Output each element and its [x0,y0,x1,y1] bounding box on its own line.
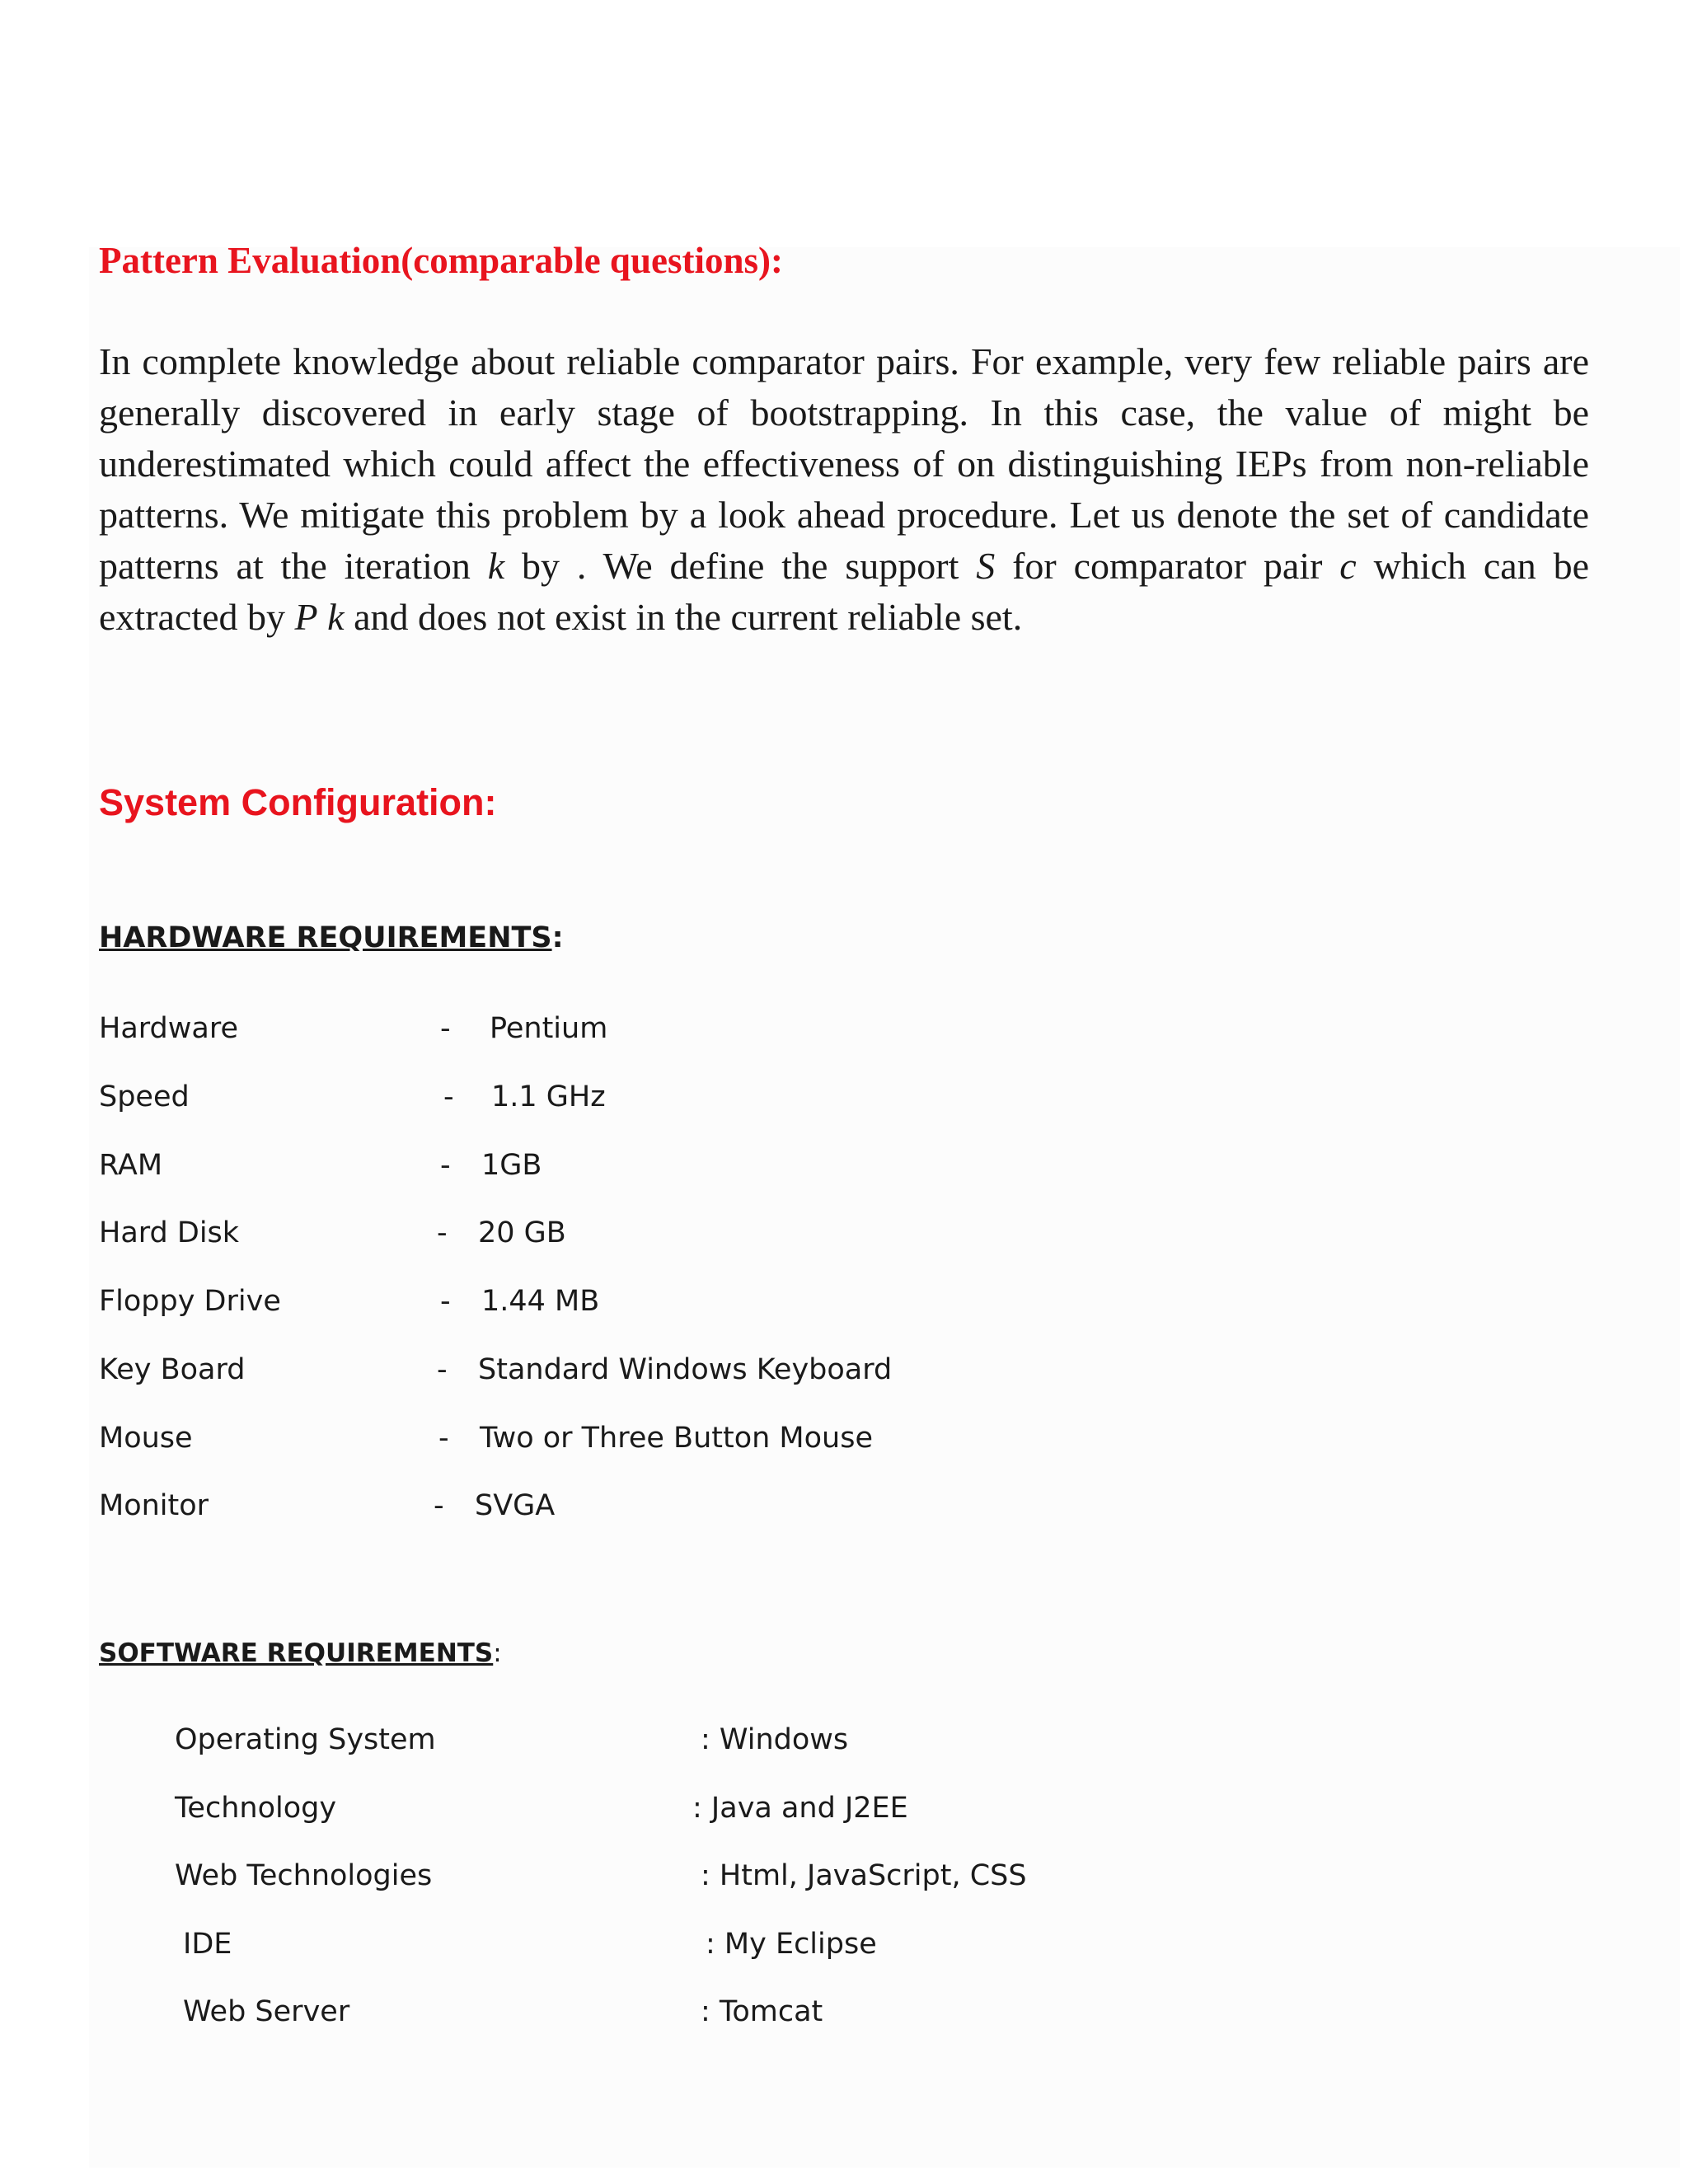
ram-dash: - [440,1149,451,1182]
math-p: P [294,596,318,638]
speed-dash: - [443,1080,454,1113]
math-c: c [1339,545,1357,587]
math-k2: k [327,596,345,638]
web-server-value: : Tomcat [701,1995,823,2028]
hw-label: Hardware [99,1012,238,1045]
technology-label: Technology [175,1792,337,1825]
para-text-5: and does not exist in the current reliable set. [344,596,1023,638]
pattern-evaluation-title: Pattern Evaluation(comparable questions): [99,240,783,281]
keyboard-value: Standard Windows Keyboard [478,1353,893,1386]
pattern-evaluation-paragraph [99,336,1589,643]
floppy-drive-label: Floppy Drive [99,1285,281,1318]
floppy-drive-value: 1.44 MB [481,1285,600,1318]
monitor-dash: - [434,1489,444,1522]
para-text-4: which can be extracted by [99,545,1589,638]
hard-disk-value: 20 GB [478,1216,566,1249]
ram-value: 1GB [481,1149,542,1182]
math-s: S [976,545,996,587]
web-technologies-label: Web Technologies [175,1859,433,1892]
hard-disk-dash: - [437,1216,448,1249]
speed-label: Speed [99,1080,190,1113]
hw-dash: - [440,1012,451,1045]
hardware-requirements-heading [99,921,564,954]
software-heading-text: SOFTWARE REQUIREMENTS [99,1638,494,1668]
keyboard-label: Key Board [99,1353,246,1386]
para-text-1: In complete knowledge about reliable comparator pairs. For example, very few reliable pairs are generally discovered in early stage of bootstrapping. In this case, the value of might be underestimated which could affect the effectiveness of on distinguishing IEPs from non-reliable patterns. We mitigate this problem by a look ahead procedure. Let us denote the set of candidate patterns at the iteration [99,340,1589,587]
software-requirements-heading [99,1638,502,1668]
keyboard-dash: - [437,1353,448,1386]
mouse-dash: - [438,1422,449,1455]
web-technologies-value: : Html, JavaScript, CSS [701,1859,1027,1892]
speed-value: 1.1 GHz [491,1080,606,1113]
para-text-3: for comparator pair [995,545,1340,587]
hard-disk-label: Hard Disk [99,1216,240,1249]
operating-system-value: : Windows [701,1723,849,1756]
system-configuration-title: System Configuration: [99,781,497,823]
operating-system-label: Operating System [175,1723,436,1756]
hw-value: Pentium [490,1012,608,1045]
hardware-heading-colon: : [551,921,564,954]
mouse-value: Two or Three Button Mouse [480,1422,873,1455]
floppy-drive-dash: - [440,1285,451,1318]
ide-label: IDE [183,1928,232,1961]
monitor-label: Monitor [99,1489,209,1522]
ide-value: : My Eclipse [706,1928,877,1961]
math-k: k [487,545,505,587]
mouse-label: Mouse [99,1422,193,1455]
web-server-label: Web Server [183,1995,350,2028]
para-text-2: by . We define the support [504,545,977,587]
monitor-value: SVGA [475,1489,556,1522]
hardware-heading-text: HARDWARE REQUIREMENTS [99,921,552,954]
software-heading-colon: : [493,1638,502,1668]
technology-value: : Java and J2EE [692,1792,908,1825]
ram-label: RAM [99,1149,163,1182]
